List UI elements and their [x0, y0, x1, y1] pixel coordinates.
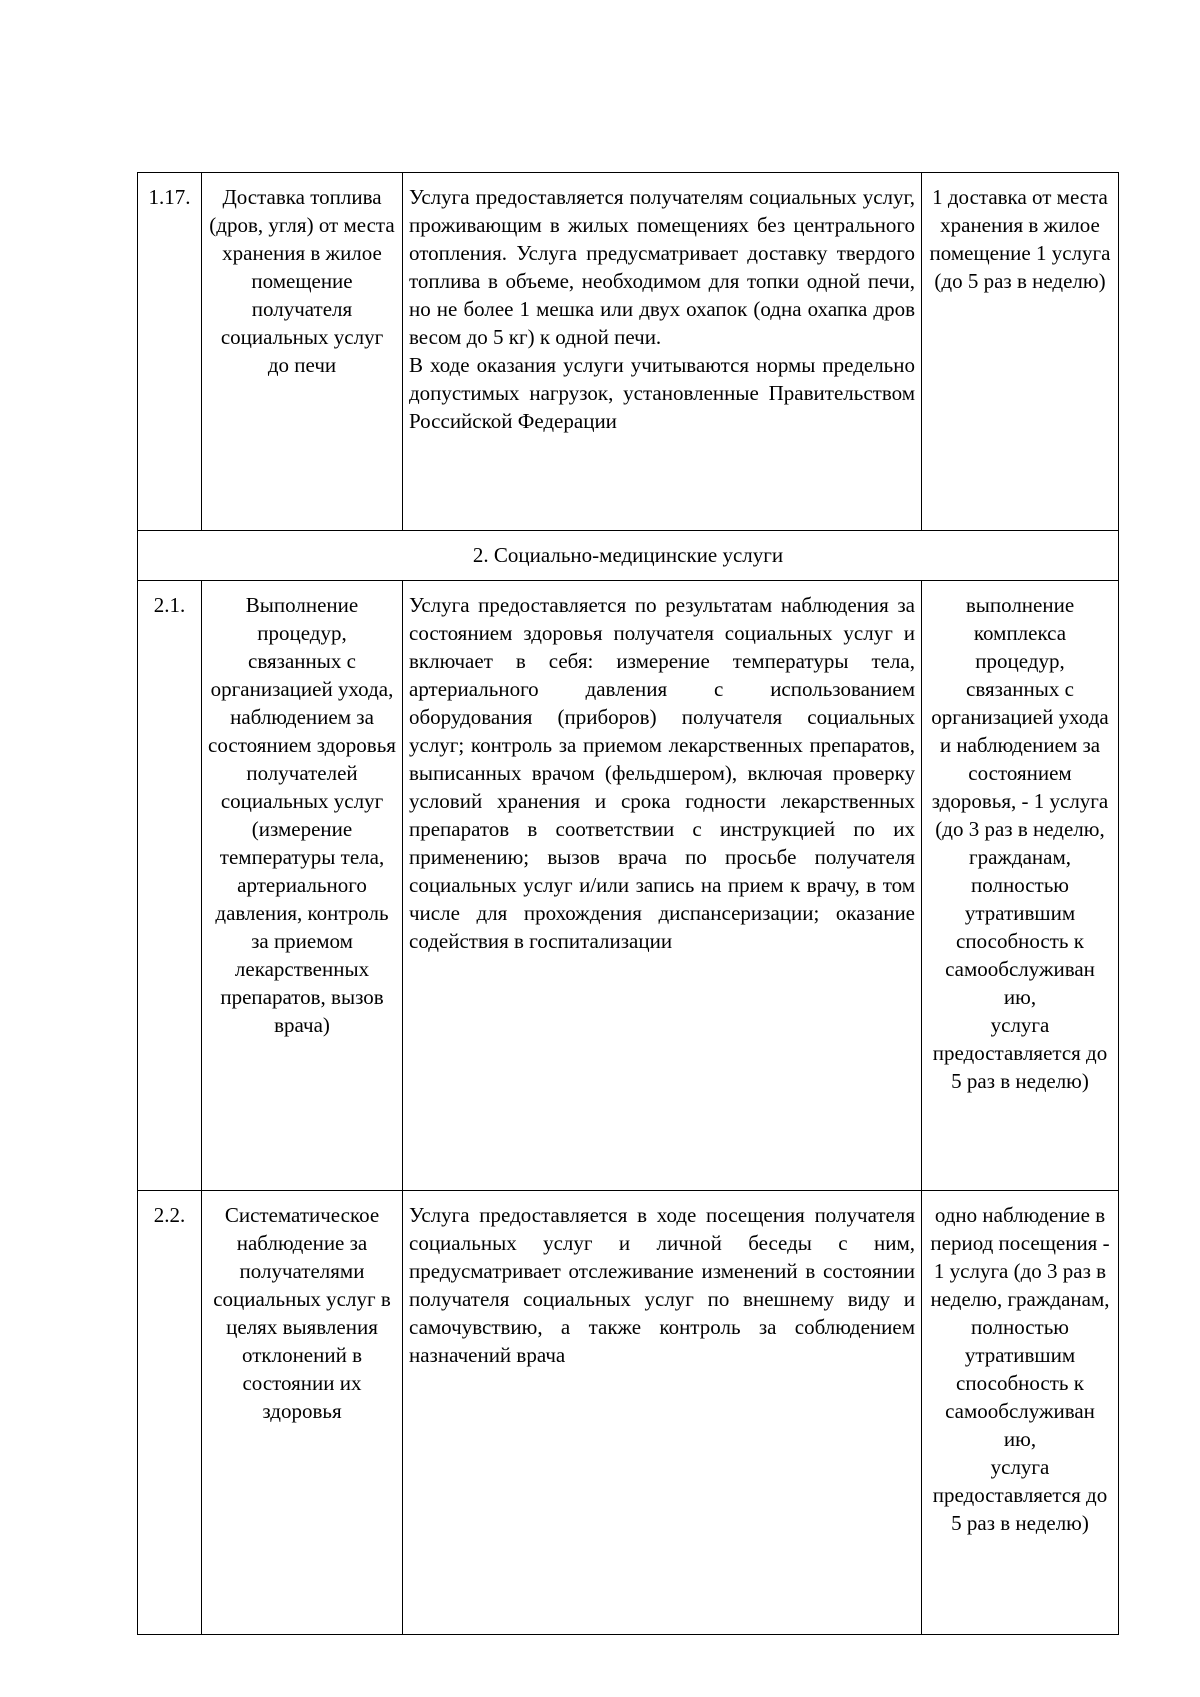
norm-paragraph: услуга предоставляется до 5 раз в неделю)	[932, 1013, 1108, 1093]
norm-paragraph: услуга предоставляется до 5 раз в неделю)	[932, 1455, 1108, 1535]
service-description	[403, 581, 922, 1191]
row-number: 2.2.	[138, 1191, 202, 1635]
section-title: 2. Социально-медицинские услуги	[138, 531, 1119, 581]
service-name: Доставка топлива (дров, угля) от места хранения в жилое помещение получателя социальных услуг до печи	[202, 173, 403, 531]
table-row	[138, 1191, 1119, 1635]
service-description	[403, 1191, 922, 1635]
description-paragraph: В ходе оказания услуги учитываются нормы предельно допустимых нагрузок, установленные Правительством Российской Федерации	[409, 353, 915, 433]
row-number: 1.17.	[138, 173, 202, 531]
table-row	[138, 173, 1119, 531]
description-paragraph: Услуга предоставляется в ходе посещения получателя социальных услуг и личной беседы с ним, предусматривает отслеживание изменений в состоянии получателя социальных услуг по внешнему виду и самочувствию, а также контроль за соблюдением назначений врача	[409, 1203, 915, 1367]
section-header-row	[138, 531, 1119, 581]
table-row	[138, 581, 1119, 1191]
service-norm: 1 доставка от места хранения в жилое помещение 1 услуга (до 5 раз в неделю)	[922, 173, 1119, 531]
description-paragraph: Услуга предоставляется по результатам наблюдения за состоянием здоровья получателя социальных услуг и включает в себя: измерение температуры тела, артериального давления с использованием оборудования (приборов) получателя социальных услуг; контроль за приемом лекарственных препаратов, выписанных врачом (фельдшером), включая проверку условий хранения и срока годности лекарственных препаратов в соответствии с инструкцией по их применению; вызов врача по просьбе получателя социальных услуг и/или запись на прием к врачу, в том числе для прохождения диспансеризации; оказание содействия в госпитализации	[409, 593, 915, 953]
row-number: 2.1.	[138, 581, 202, 1191]
service-name: Систематическое наблюдение за получателями социальных услуг в целях выявления отклонений в состоянии их здоровья	[202, 1191, 403, 1635]
description-paragraph: Услуга предоставляется получателям социальных услуг, проживающим в жилых помещениях без центрального отопления. Услуга предусматривает доставку твердого топлива в объеме, необходимом для топки одной печи, но не более 1 мешка или двух охапок (одна охапка дров весом до 5 кг) к одной печи.	[409, 185, 915, 349]
services-table	[137, 172, 1119, 1635]
norm-paragraph: одно наблюдение в период посещения - 1 услуга (до 3 раз в неделю, гражданам, полностью утратившим способность к самообслуживан ию,	[930, 1203, 1110, 1451]
service-description	[403, 173, 922, 531]
norm-paragraph: выполнение комплекса процедур, связанных с организацией ухода и наблюдением за состоянием здоровья, - 1 услуга (до 3 раз в неделю, гражданам, полностью утратившим способность к самообслуживан ию,	[931, 593, 1109, 1009]
service-norm	[922, 1191, 1119, 1635]
service-name: Выполнение процедур, связанных с организацией ухода, наблюдением за состоянием здоровья получателей социальных услуг (измерение температуры тела, артериального давления, контроль за приемом лекарственных препаратов, вызов врача)	[202, 581, 403, 1191]
service-norm	[922, 581, 1119, 1191]
